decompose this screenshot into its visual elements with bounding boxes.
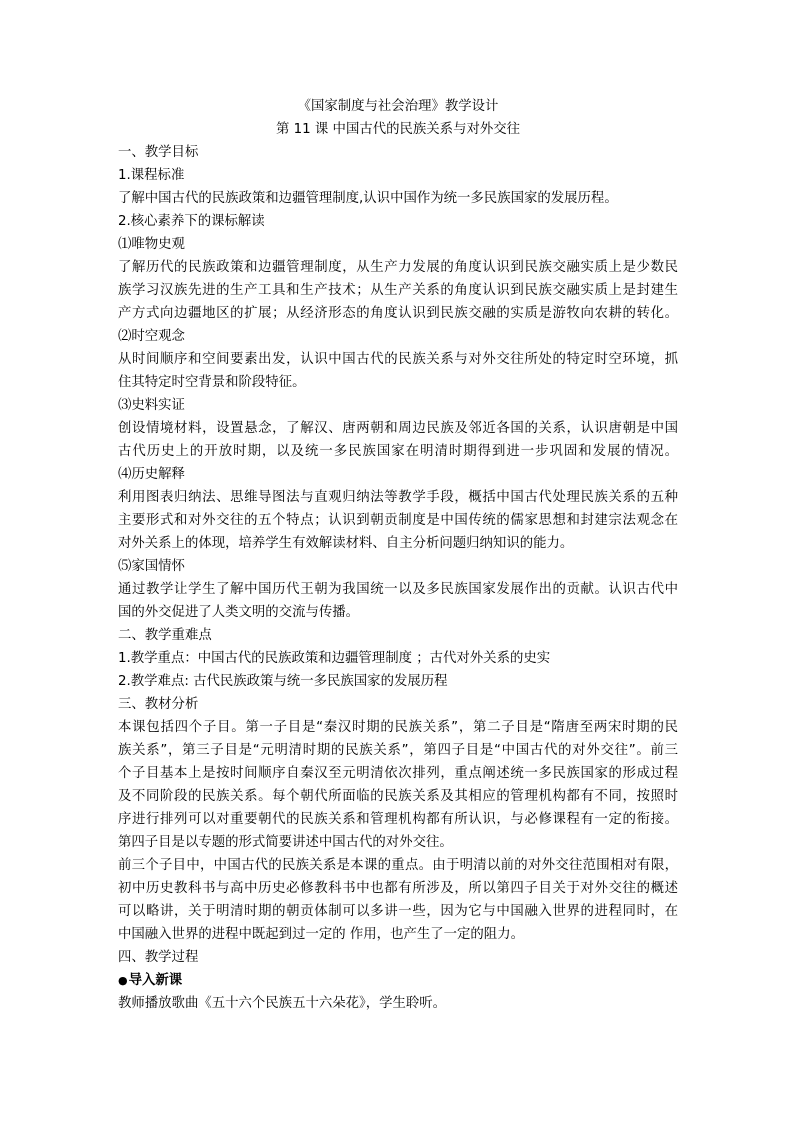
paragraph-line: 主要形式和对外交往的五个特点；认识到朝贡制度是中国传统的儒家思想和封建宗法观念在 <box>118 513 678 528</box>
intro-heading <box>118 969 678 992</box>
paragraph-line: 序进行排列可以对重要朝代的民族关系和管理机构都有所认识，与必修课程有一定的衔接。 <box>118 812 678 827</box>
item-heading-time-space: ⑵时空观念 <box>118 329 185 344</box>
paragraph-line: 前三个子目中，中国古代的民族关系是本课的重点。由于明清以前的对外交往范围相对有限， <box>118 858 678 873</box>
paragraph-line: 个子目基本上是按时间顺序自秦汉至元明清依次排列，重点阐述统一多民族国家的形成过程 <box>118 766 678 781</box>
section-heading-objectives: 一、教学目标 <box>118 145 199 160</box>
section-heading-key-points: 二、教学重难点 <box>118 628 212 643</box>
document-page <box>118 95 678 1015</box>
paragraph-line: 产方式向边疆地区的扩展；从经济形态的角度认识到民族交融的实质是游牧向农耕的转化。 <box>118 306 678 321</box>
subheading-core-literacy: 2.核心素养下的课标解读 <box>118 214 265 229</box>
difficult-point-text: 2.教学难点: 古代民族政策与统一多民族国家的发展历程 <box>118 674 448 689</box>
subheading-curriculum-standard: 1.课程标准 <box>118 168 185 183</box>
lesson-subtitle: 第 11 课 中国古代的民族关系与对外交往 <box>275 122 521 137</box>
item-heading-patriotism: ⑸家国情怀 <box>118 559 185 574</box>
paragraph-line: 族学习汉族先进的生产工具和生产技术；从生产关系的角度认识到民族交融实质上是封建生 <box>118 283 678 298</box>
paragraph-line: 古代历史上的开放时期，以及统一多民族国家在明清时期得到进一步巩固和发展的情况。 <box>118 444 678 459</box>
paragraph-line: 从时间顺序和空间要素出发，认识中国古代的民族关系与对外交往所处的特定时空环境，抓 <box>118 352 678 367</box>
paragraph-line: 中国融入世界的进程中既起到过一定的 作用，也产生了一定的阻力。 <box>118 927 524 942</box>
section-heading-teaching-process: 四、教学过程 <box>118 950 199 965</box>
bullet-icon: ● <box>118 974 128 987</box>
paragraph-line: 族关系”，第三子目是“元明清时期的民族关系”，第四子目是“中国古代的对外交往”。前三 <box>118 743 678 758</box>
paragraph-line: 国的外交促进了人类文明的交流与传播。 <box>118 605 360 620</box>
item-heading-interpretation: ⑷历史解释 <box>118 467 185 482</box>
paragraph-line: 第四子目是以专题的形式简要讲述中国古代的对外交往。 <box>118 835 453 850</box>
paragraph-line: 住其特定时空背景和阶段特征。 <box>118 375 306 390</box>
paragraph-line: 创设情境材料，设置悬念，了解汉、唐两朝和周边民族及邻近各国的关系，认识唐朝是中国 <box>118 421 678 436</box>
paragraph-line: 利用图表归纳法、思维导图法与直观归纳法等教学手段，概括中国古代处理民族关系的五种 <box>118 490 678 505</box>
intro-text: 教师播放歌曲《五十六个民族五十六朵花》，学生聆听。 <box>118 996 447 1011</box>
paragraph-line: 了解历代的民族政策和边疆管理制度，从生产力发展的角度认识到民族交融实质上是少数民 <box>118 260 678 275</box>
paragraph-line: 本课包括四个子目。第一子目是“秦汉时期的民族关系”，第二子目是“隋唐至两宋时期的民 <box>118 720 678 735</box>
paragraph-line: 及不同阶段的民族关系。每个朝代所面临的民族关系及其相应的管理机构都有不同，按照时 <box>118 789 678 804</box>
paragraph-line: 可以略讲，关于明清时期的朝贡体制可以多讲一些，因为它与中国融入世界的进程同时，在 <box>118 904 678 919</box>
key-point-text: 1.教学重点：中国古代的民族政策和边疆管理制度 ；古代对外关系的史实 <box>118 651 551 666</box>
item-heading-evidence: ⑶史料实证 <box>118 398 185 413</box>
paragraph-line: 通过教学让学生了解中国历代王朝为我国统一以及多民族国家发展作出的贡献。认识古代中 <box>118 582 678 597</box>
paragraph-line: 对外关系上的体现，培养学生有效解读材料、自主分析问题归纳知识的能力。 <box>118 536 574 551</box>
paragraph-line: 初中历史教科书与高中历史必修教科书中也都有所涉及，所以第四子目关于对外交往的概述 <box>118 881 678 896</box>
section-heading-textbook-analysis: 三、教材分析 <box>118 697 199 712</box>
intro-heading-label: 导入新课 <box>128 973 183 988</box>
item-heading-materialism: ⑴唯物史观 <box>118 237 185 252</box>
curriculum-standard-text: 了解中国古代的民族政策和边疆管理制度,认识中国作为统一多民族国家的发展历程。 <box>118 191 618 206</box>
document-title: 《国家制度与社会治理》教学设计 <box>297 99 499 114</box>
